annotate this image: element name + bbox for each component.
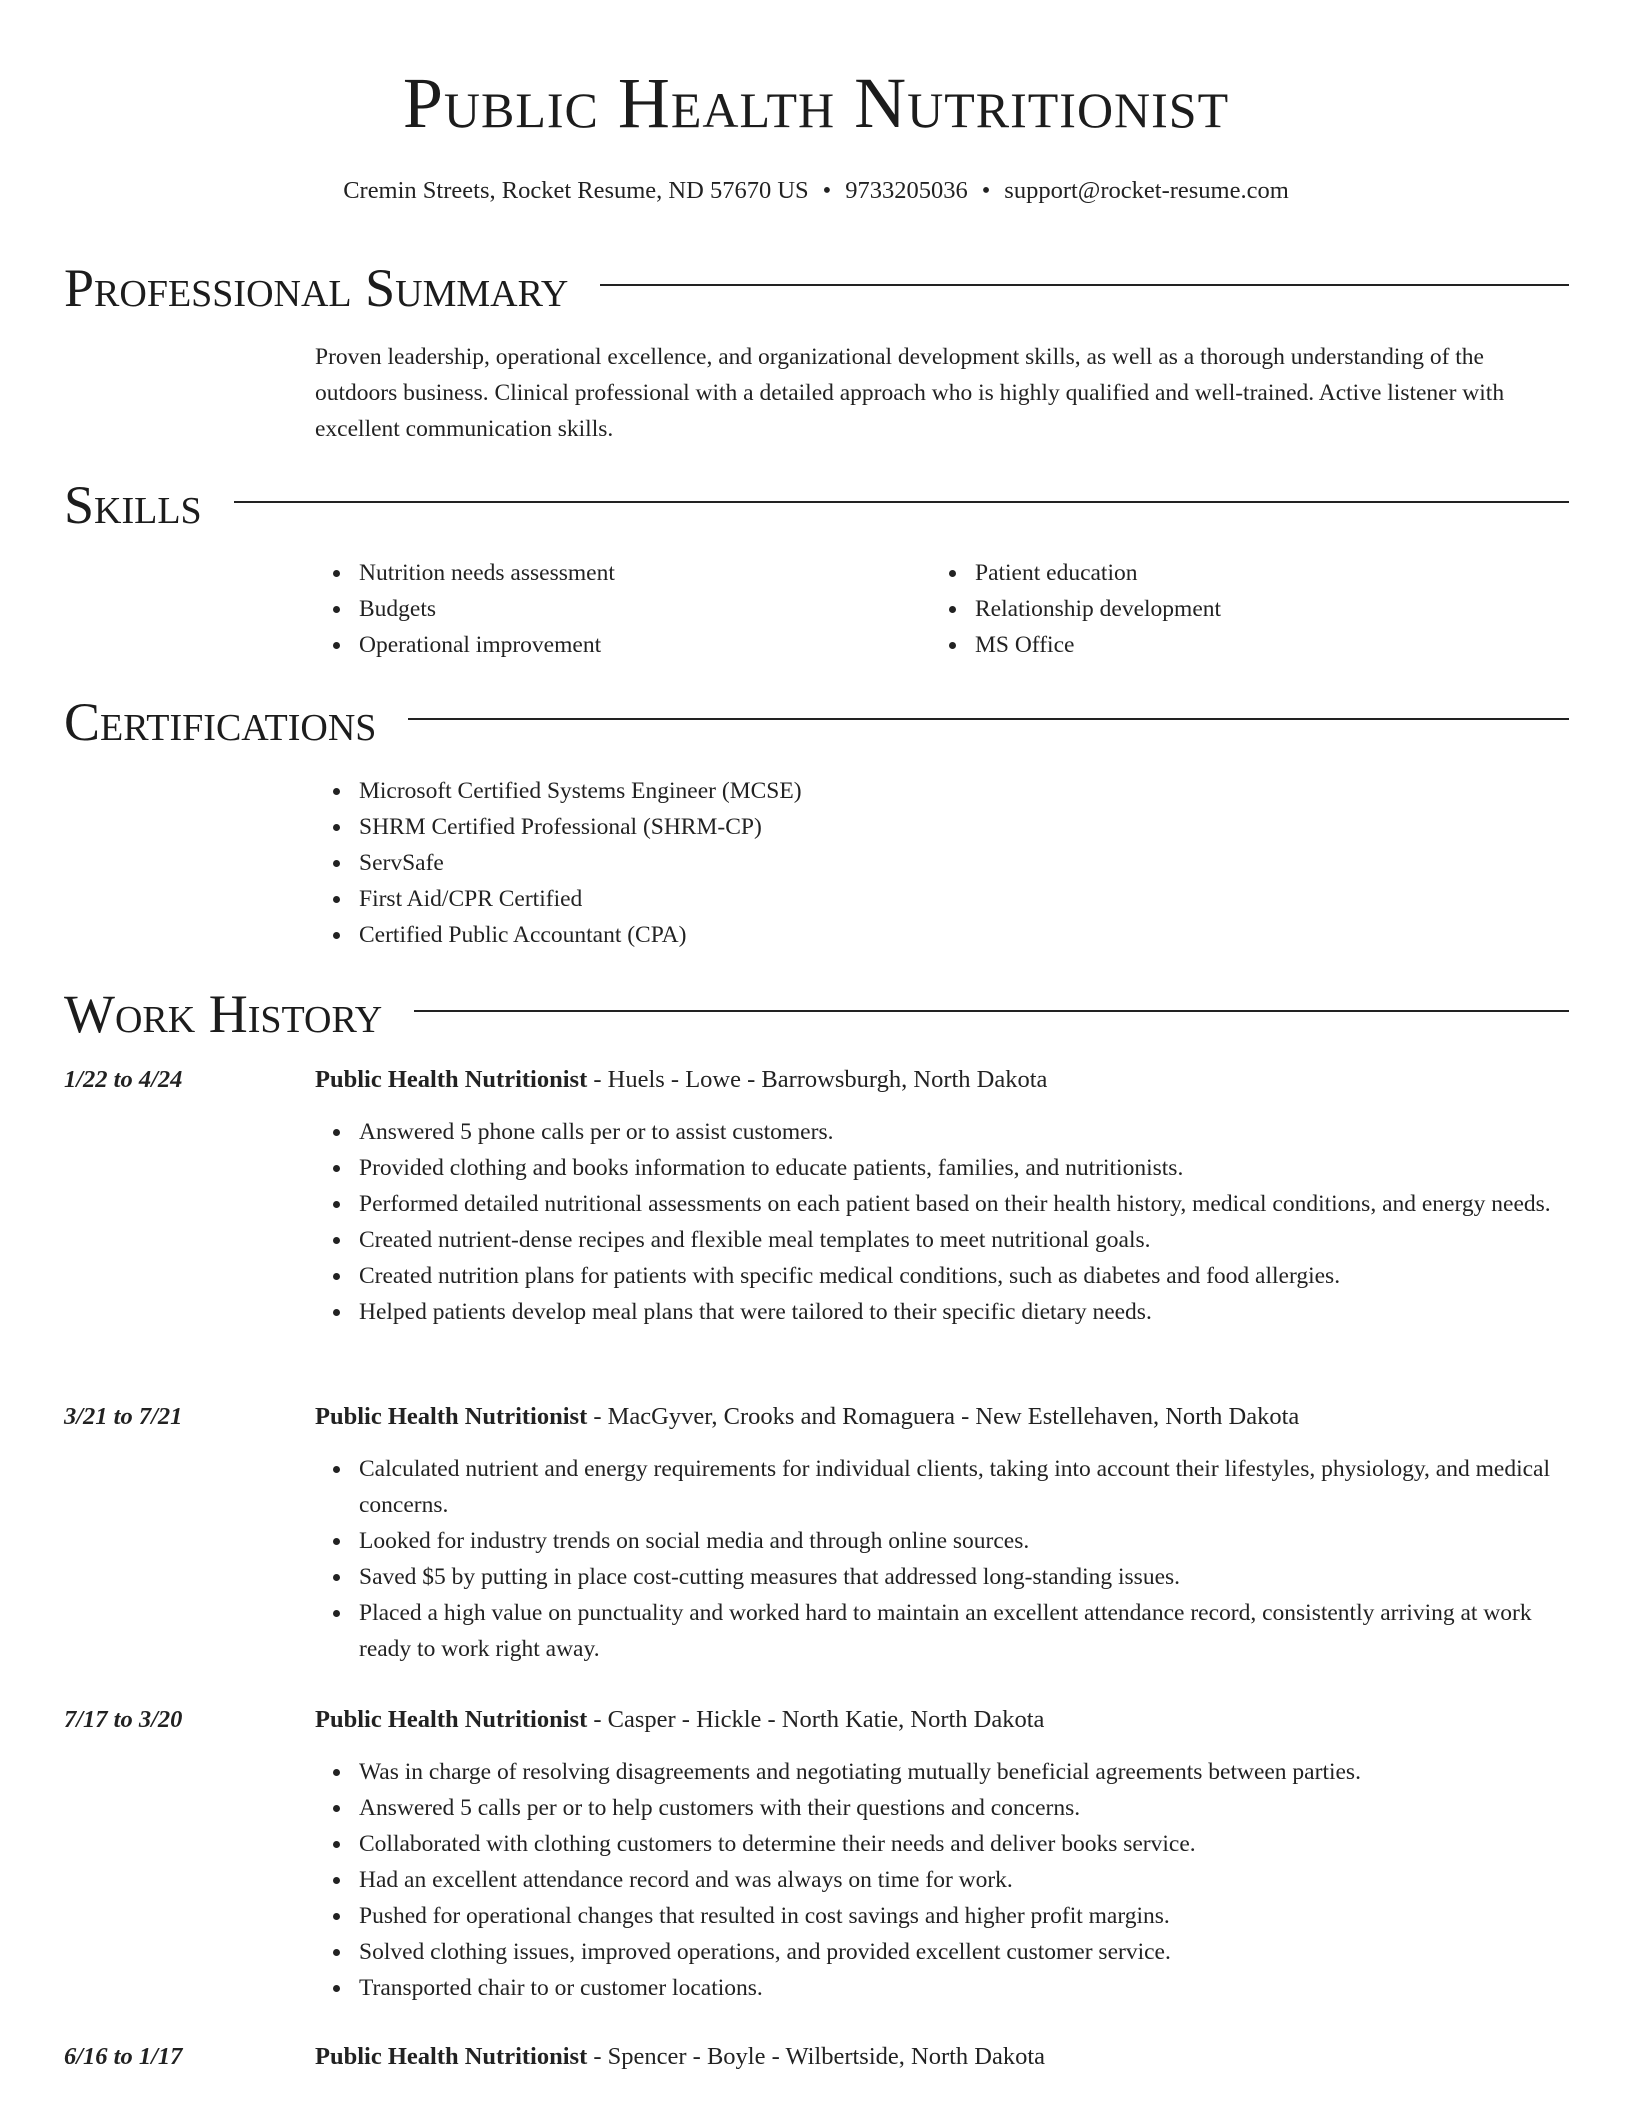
work-bullet: Provided clothing and books information to educate patients, families, and nutritionists.	[359, 1150, 1570, 1186]
work-bullet: Solved clothing issues, improved operations, and provided excellent customer service.	[359, 1934, 1570, 1970]
section-title-skills: Skills	[64, 475, 202, 535]
contact-line	[0, 176, 1632, 206]
contact-separator: •	[981, 177, 991, 204]
work-bullet: Looked for industry trends on social media and through online sources.	[359, 1523, 1570, 1559]
certification-item: ServSafe	[359, 845, 1570, 881]
certification-item: SHRM Certified Professional (SHRM-CP)	[359, 809, 1570, 845]
work-role: Public Health Nutritionist	[315, 1706, 588, 1733]
work-bullet: Answered 5 calls per or to help customers with their questions and concerns.	[359, 1790, 1570, 1826]
work-heading	[315, 1399, 1570, 1435]
section-title-summary: Professional Summary	[64, 258, 569, 318]
skill-item: Budgets	[359, 591, 875, 627]
skills-column-left	[315, 555, 875, 663]
work-bullets	[315, 1754, 1570, 2006]
skill-item: Operational improvement	[359, 627, 875, 663]
work-bullets	[315, 1451, 1570, 1667]
contact-phone: 9733205036	[845, 177, 968, 204]
skill-item: MS Office	[975, 627, 1491, 663]
work-heading	[315, 2039, 1570, 2075]
work-heading	[315, 1062, 1570, 1098]
work-role: Public Health Nutritionist	[315, 1403, 588, 1430]
skills-list-right	[931, 555, 1491, 663]
certifications-list	[315, 773, 1570, 953]
work-bullet: Helped patients develop meal plans that were tailored to their specific dietary needs.	[359, 1294, 1570, 1330]
work-bullet: Had an excellent attendance record and was always on time for work.	[359, 1862, 1570, 1898]
work-role: Public Health Nutritionist	[315, 1066, 588, 1093]
contact-email: support@rocket-resume.com	[1004, 177, 1289, 204]
work-bullets	[315, 1114, 1570, 1330]
work-bullet: Collaborated with clothing customers to determine their needs and deliver books service.	[359, 1826, 1570, 1862]
skill-item: Relationship development	[975, 591, 1491, 627]
work-bullet: Was in charge of resolving disagreements and negotiating mutually beneficial agreements between parties.	[359, 1754, 1570, 1790]
contact-address: Cremin Streets, Rocket Resume, ND 57670 US	[343, 177, 809, 204]
work-dates: 3/21 to 7/21	[64, 1403, 183, 1430]
section-divider	[408, 718, 1569, 720]
work-role: Public Health Nutritionist	[315, 2043, 588, 2070]
section-header-work-history	[64, 984, 1569, 1044]
skills-list-left	[315, 555, 875, 663]
section-title-work-history: Work History	[64, 984, 383, 1044]
certification-item: Certified Public Accountant (CPA)	[359, 917, 1570, 953]
work-heading	[315, 1702, 1570, 1738]
certification-item: Microsoft Certified Systems Engineer (MCSE)	[359, 773, 1570, 809]
section-header-skills	[64, 475, 1569, 535]
skill-item: Nutrition needs assessment	[359, 555, 875, 591]
work-bullet: Answered 5 phone calls per or to assist customers.	[359, 1114, 1570, 1150]
certifications-block	[315, 773, 1570, 953]
work-dates: 1/22 to 4/24	[64, 1066, 183, 1093]
work-dates: 6/16 to 1/17	[64, 2043, 183, 2070]
candidate-name: Public Health Nutritionist	[402, 63, 1230, 143]
skills-column-right	[931, 555, 1491, 663]
work-bullet: Created nutrient-dense recipes and flexible meal templates to meet nutritional goals.	[359, 1222, 1570, 1258]
work-bullet: Transported chair to or customer locations.	[359, 1970, 1570, 2006]
work-employer-location: - Spencer - Boyle - Wilbertside, North Dakota	[587, 2043, 1046, 2070]
summary-text: Proven leadership, operational excellence, and organizational development skills, as well as a thorough understanding of the outdoors business. Clinical professional with a detailed approach who is highly qualified and well-trained. Active listener with excellent communication skills.	[315, 344, 1505, 442]
contact-separator: •	[822, 177, 832, 204]
work-bullet: Pushed for operational changes that resulted in cost savings and higher profit margins.	[359, 1898, 1570, 1934]
work-employer-location: - Casper - Hickle - North Katie, North Dakota	[587, 1706, 1045, 1733]
work-employer-location: - Huels - Lowe - Barrowsburgh, North Dakota	[587, 1066, 1048, 1093]
section-divider	[600, 284, 1569, 286]
section-header-certifications	[64, 692, 1569, 752]
section-divider	[414, 1010, 1569, 1012]
section-header-summary	[64, 258, 1569, 318]
work-bullet: Calculated nutrient and energy requirements for individual clients, taking into account their lifestyles, physiology, and medical concerns.	[359, 1451, 1570, 1523]
section-title-certifications: Certifications	[64, 692, 377, 752]
work-dates: 7/17 to 3/20	[64, 1706, 183, 1733]
certification-item: First Aid/CPR Certified	[359, 881, 1570, 917]
work-bullet: Saved $5 by putting in place cost-cutting measures that addressed long-standing issues.	[359, 1559, 1570, 1595]
work-employer-location: - MacGyver, Crooks and Romaguera - New Estellehaven, North Dakota	[587, 1403, 1300, 1430]
skill-item: Patient education	[975, 555, 1491, 591]
section-divider	[234, 501, 1569, 503]
work-bullet: Performed detailed nutritional assessments on each patient based on their health history, medical conditions, and energy needs.	[359, 1186, 1570, 1222]
work-bullet: Created nutrition plans for patients with specific medical conditions, such as diabetes and food allergies.	[359, 1258, 1570, 1294]
work-bullet: Placed a high value on punctuality and worked hard to maintain an excellent attendance record, consistently arriving at work ready to work right away.	[359, 1595, 1570, 1667]
